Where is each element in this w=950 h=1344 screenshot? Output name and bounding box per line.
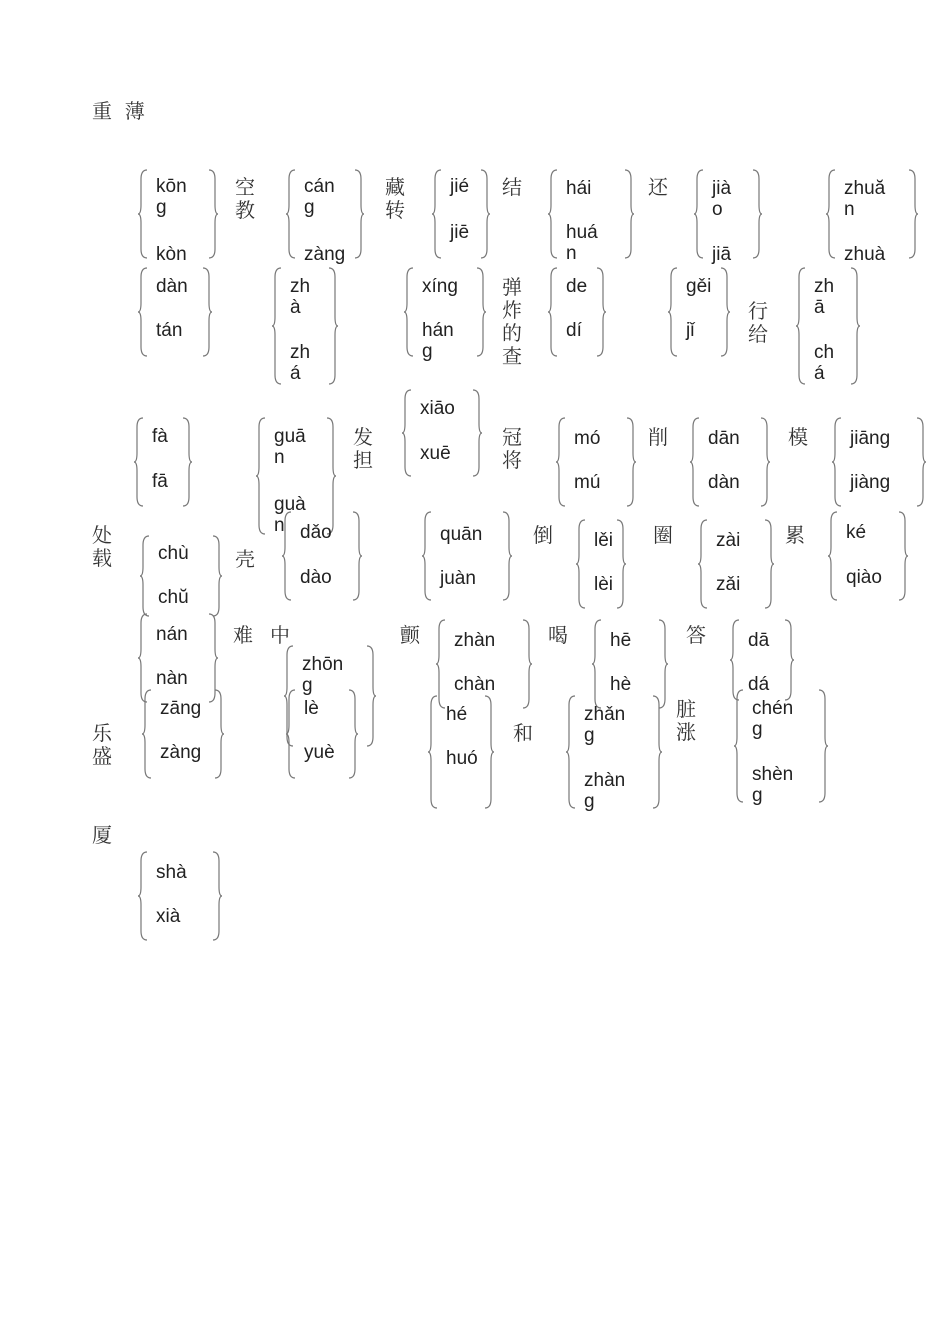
pinyin-reading-1: quān <box>440 524 483 545</box>
pinyin-reading-1: jiāng <box>850 428 891 449</box>
hanzi-label: 难 <box>233 623 253 647</box>
pinyin-reading-2: xuē <box>420 443 451 464</box>
pinyin-reading-2: shèn g <box>752 764 794 806</box>
hanzi-label: 累 <box>785 523 805 547</box>
pinyin-reading-1: dàn <box>156 276 188 297</box>
pinyin-reading-2: hè <box>610 674 632 695</box>
hanzi-label: 圈 <box>653 523 673 547</box>
hanzi-label: 处 载 <box>92 523 112 570</box>
hanzi-label: 还 <box>648 175 668 199</box>
hanzi-label: 重 薄 <box>92 99 145 123</box>
pinyin-reading-2: zàng <box>304 244 346 265</box>
pinyin-reading-1: hē <box>610 630 632 651</box>
hanzi-label: 颤 <box>400 623 420 647</box>
pinyin-reading-2: jiē <box>450 222 470 243</box>
hanzi-label: 削 <box>648 425 668 449</box>
pinyin-reading-1: zh à <box>290 276 311 318</box>
pinyin-reading-1: hái <box>566 178 592 199</box>
pinyin-reading-1: mó <box>574 428 601 449</box>
pinyin-reading-1: lěi <box>594 530 614 551</box>
pinyin-reading-2: hán g <box>422 320 454 362</box>
pinyin-reading-2: fā <box>152 471 168 492</box>
pinyin-reading-1: jié <box>450 176 470 197</box>
pinyin-reading-1: xiāo <box>420 398 455 419</box>
hanzi-label: 冠 将 <box>502 425 522 472</box>
pinyin-reading-1: lè <box>304 698 319 719</box>
pinyin-reading-2: xià <box>156 906 181 927</box>
pinyin-reading-2: jǐ <box>686 320 695 341</box>
pinyin-reading-2: dàn <box>708 472 740 493</box>
pinyin-reading-1: ké <box>846 522 867 543</box>
pinyin-reading-2: yuè <box>304 742 335 763</box>
pinyin-reading-2: ch á <box>814 342 835 384</box>
pinyin-reading-2: jiā <box>712 244 732 265</box>
hanzi-label: 厦 <box>92 823 112 847</box>
pinyin-reading-2: zhàn g <box>584 770 626 812</box>
hanzi-label: 空 教 <box>235 175 255 222</box>
pinyin-reading-2: guà n <box>274 494 306 536</box>
pinyin-reading-2: nàn <box>156 668 188 689</box>
pinyin-reading-2: zh á <box>290 342 311 384</box>
pinyin-reading-1: de <box>566 276 588 297</box>
hanzi-label: 发 担 <box>353 425 373 472</box>
pinyin-reading-1: zhōn g <box>302 654 344 696</box>
pinyin-reading-2: chŭ <box>158 587 189 608</box>
pinyin-reading-2: qiào <box>846 567 882 588</box>
pinyin-reading-1: dān <box>708 428 740 449</box>
pinyin-reading-1: cán g <box>304 176 335 218</box>
hanzi-label: 答 <box>686 623 706 647</box>
hanzi-label: 藏 转 <box>385 175 405 222</box>
pinyin-reading-1: kōn g <box>156 176 187 218</box>
pinyin-reading-2: zhuà <box>844 244 886 265</box>
pinyin-reading-1: chén g <box>752 698 794 740</box>
hanzi-label: 壳 <box>235 547 255 571</box>
pinyin-reading-2: tán <box>156 320 183 341</box>
pinyin-reading-2: jiàng <box>850 472 891 493</box>
pinyin-reading-2: juàn <box>440 568 476 589</box>
pinyin-reading-1: zh ā <box>814 276 835 318</box>
pinyin-reading-2: dí <box>566 320 582 341</box>
pinyin-reading-2: dá <box>748 674 770 695</box>
pinyin-reading-1: zāng <box>160 698 202 719</box>
hanzi-label: 行 给 <box>748 299 768 346</box>
pinyin-reading-2: lèi <box>594 574 614 595</box>
hanzi-label: 弹 炸 的 查 <box>502 275 522 368</box>
pinyin-reading-1: nán <box>156 624 188 645</box>
pinyin-reading-2: chàn <box>454 674 496 695</box>
pinyin-reading-1: fà <box>152 426 168 447</box>
pinyin-reading-2: dào <box>300 567 332 588</box>
pinyin-reading-1: zhǎn g <box>584 704 626 746</box>
pinyin-reading-2: zàng <box>160 742 202 763</box>
pinyin-reading-1: zhuă n <box>844 178 886 220</box>
pinyin-reading-2: huá n <box>566 222 598 264</box>
pinyin-reading-2: huó <box>446 748 478 769</box>
pinyin-reading-1: guā n <box>274 426 306 468</box>
pinyin-reading-1: zhàn <box>454 630 496 651</box>
hanzi-label: 模 <box>788 425 808 449</box>
hanzi-label: 喝 <box>548 623 568 647</box>
hanzi-label: 乐 盛 <box>92 721 112 768</box>
pinyin-reading-1: zài <box>716 530 741 551</box>
pinyin-reading-1: shà <box>156 862 187 883</box>
hanzi-label: 中 <box>270 623 290 647</box>
pinyin-reading-1: jià o <box>712 178 732 220</box>
hanzi-label: 倒 <box>533 523 553 547</box>
pinyin-reading-1: xíng <box>422 276 458 297</box>
pinyin-reading-2: zǎi <box>716 574 741 595</box>
pinyin-reading-1: hé <box>446 704 468 725</box>
pinyin-reading-2: kòn <box>156 244 187 265</box>
pinyin-reading-2: mú <box>574 472 601 493</box>
pinyin-reading-1: chù <box>158 543 189 564</box>
pinyin-reading-1: gěi <box>686 276 712 297</box>
hanzi-label: 脏 涨 <box>676 697 696 744</box>
brace-bracket <box>286 690 358 778</box>
pinyin-reading-1: dā <box>748 630 770 651</box>
hanzi-label: 结 <box>502 175 522 199</box>
pinyin-reading-1: dǎo <box>300 522 332 543</box>
hanzi-label: 和 <box>513 721 533 745</box>
